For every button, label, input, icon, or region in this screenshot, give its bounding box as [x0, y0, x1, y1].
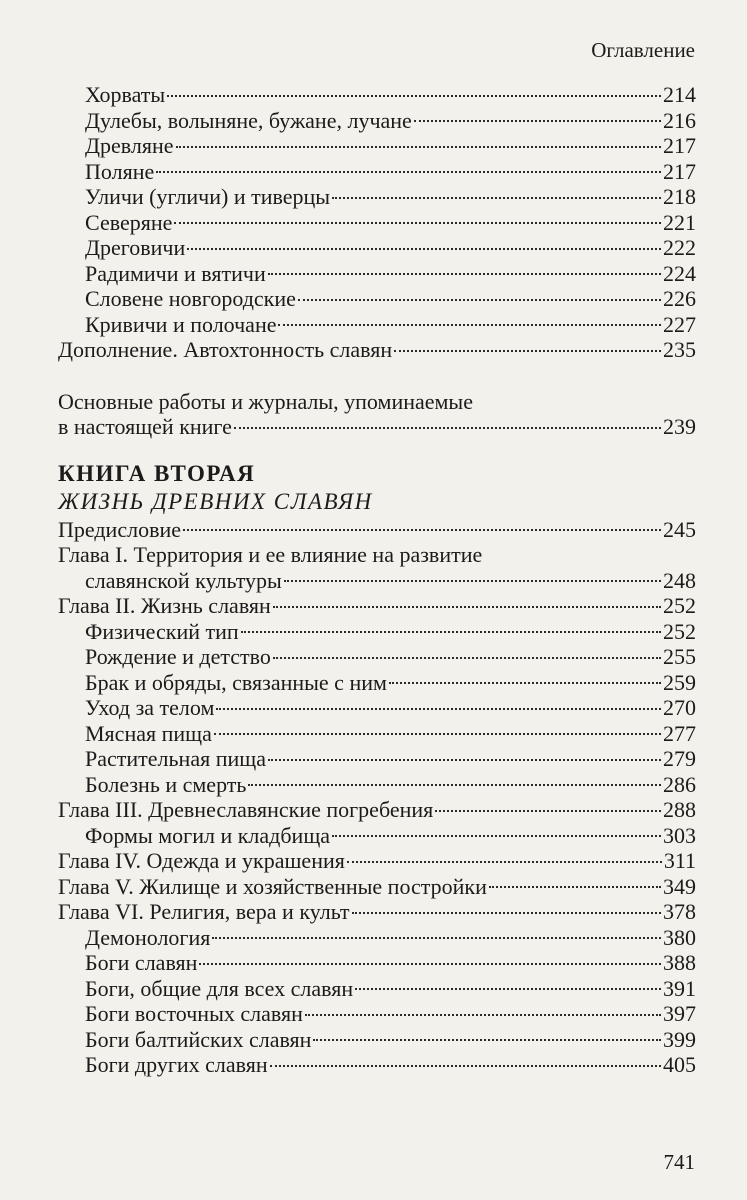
toc-entry [58, 899, 696, 925]
running-head: Оглавление [591, 38, 695, 62]
toc-entry-label: Боги восточных славян [85, 1001, 303, 1026]
toc-entry-preface [58, 517, 696, 543]
toc-page-number: 255 [663, 644, 696, 669]
leader-dots [212, 937, 661, 939]
leader-dots [167, 95, 661, 97]
toc-entry [58, 210, 696, 236]
toc-entry-chapter1 [58, 568, 696, 594]
toc-entry [58, 644, 696, 670]
toc-entry-chapter1-line1 [58, 542, 696, 568]
toc-page-number: 252 [663, 618, 696, 644]
book-subtitle: ЖИЗНЬ ДРЕВНИХ СЛАВЯН [58, 488, 373, 514]
spacer [58, 363, 696, 389]
toc-entry [58, 286, 696, 312]
toc-entry-label: Глава III. Древнеславянские погребения [58, 797, 434, 822]
toc-page-number: 226 [663, 286, 696, 311]
toc-entry-label: Дополнение. Автохтонность славян [58, 337, 393, 362]
toc-entry-label: Уличи (угличи) и тиверцы [85, 184, 331, 209]
leader-dots [435, 810, 661, 812]
toc-page-number: 227 [663, 311, 696, 337]
toc-page-number: 311 [663, 848, 696, 873]
toc-group-chapters [58, 593, 696, 1078]
leader-dots [332, 197, 661, 199]
toc-entry-label: Глава IV. Одежда и украшения [58, 848, 345, 873]
toc-entry-label: Поляне [85, 158, 155, 184]
toc-page-number: 391 [663, 975, 696, 1001]
toc-entry-label: Демонология [85, 924, 211, 950]
toc-entry [58, 721, 696, 747]
leader-dots [394, 350, 661, 352]
toc-entry [58, 874, 696, 900]
toc-entry-label: Глава I. Территория и ее влияние на развитие [58, 542, 483, 567]
toc-entry-label: Боги других славян [85, 1052, 268, 1077]
toc-page-number: 221 [663, 209, 696, 235]
toc-entry [58, 82, 696, 108]
toc-entry [58, 925, 696, 951]
toc-entry-label: Хорваты [85, 82, 166, 107]
toc-entry-label: Дулебы, волыняне, бужане, лучане [85, 107, 412, 133]
toc-entry-label: Боги, общие для всех славян [85, 975, 354, 1001]
toc-entry [58, 619, 696, 645]
toc-entry-label: в настоящей книге [58, 414, 232, 439]
leader-dots [183, 529, 661, 531]
leader-dots [298, 299, 661, 301]
toc-entry [58, 1001, 696, 1027]
toc-entry-label: Дреговичи [85, 235, 186, 260]
toc-page-number: 252 [663, 593, 696, 618]
leader-dots [273, 606, 661, 608]
leader-dots [389, 682, 661, 684]
leader-dots [355, 988, 661, 990]
toc-entry [58, 1052, 696, 1078]
leader-dots [278, 324, 661, 326]
toc-entry [58, 108, 696, 134]
toc-entry-label: славянской культуры [85, 567, 282, 593]
leader-dots [489, 886, 661, 888]
toc-entry-label: Предисловие [58, 516, 181, 542]
toc-entry [58, 261, 696, 287]
leader-dots [270, 1065, 661, 1067]
book-title: КНИГА ВТОРАЯ [58, 460, 256, 486]
toc-page-number: 349 [663, 873, 696, 899]
leader-dots [156, 171, 661, 173]
toc-page-number: 399 [663, 1026, 696, 1052]
toc-entry-label: Глава II. Жизнь славян [58, 593, 271, 618]
toc-entry [58, 848, 696, 874]
toc-page-number: 279 [663, 746, 696, 771]
toc-entry-label: Формы могил и кладбища [85, 822, 331, 848]
toc-page-number: 214 [663, 82, 696, 107]
toc-entry [58, 950, 696, 976]
toc-entry-label: Брак и обряды, связанные с ним [85, 669, 387, 695]
toc-entry-label: Глава VI. Религия, вера и культ [58, 899, 350, 924]
toc-entry [58, 670, 696, 696]
leader-dots [214, 733, 661, 735]
toc-entry-label: Уход за телом [85, 695, 215, 720]
toc-entry-label: Болезнь и смерть [85, 771, 247, 797]
toc-page-number: 270 [663, 695, 696, 720]
toc-page-number: 239 [663, 414, 696, 439]
toc-entry-label: Рождение и детство [85, 644, 271, 669]
toc-page-number: 286 [663, 771, 696, 797]
leader-dots [347, 861, 662, 863]
toc-page-number: 388 [663, 950, 696, 975]
toc-entry-label: Боги балтийских славян [85, 1026, 312, 1052]
toc-entry-works [58, 414, 696, 440]
toc-entry [58, 312, 696, 338]
toc-page-number: 397 [663, 1001, 696, 1026]
leader-dots [352, 912, 661, 914]
toc-page-number: 248 [663, 567, 696, 593]
toc-entry [58, 976, 696, 1002]
toc-entry-label: Физический тип [85, 618, 239, 644]
toc-page-number: 222 [663, 235, 696, 260]
toc-entry-label: Растительная пища [85, 746, 266, 771]
toc-page-number: 303 [663, 822, 696, 848]
leader-dots [305, 1014, 661, 1016]
leader-dots [268, 759, 661, 761]
toc-page-number: 245 [663, 516, 696, 542]
toc-page-number: 378 [663, 899, 696, 924]
leader-dots [241, 631, 661, 633]
toc-page-number: 217 [663, 158, 696, 184]
toc-entry [58, 746, 696, 772]
leader-dots [216, 708, 661, 710]
toc-entry-works-line1 [58, 389, 696, 415]
toc-entry [58, 593, 696, 619]
leader-dots [268, 273, 661, 275]
toc-page-number: 235 [663, 337, 696, 362]
toc-entry [58, 695, 696, 721]
toc-page-number: 224 [663, 260, 696, 286]
toc-entry-label: Северяне [85, 209, 173, 235]
page-number: 741 [663, 1150, 695, 1174]
toc-entry [58, 133, 696, 159]
toc-page-number: 288 [663, 797, 696, 822]
toc-entry-label: Радимичи и вятичи [85, 260, 266, 286]
leader-dots [187, 248, 661, 250]
toc-entry [58, 159, 696, 185]
leader-dots [284, 580, 661, 582]
leader-dots [234, 427, 661, 429]
toc-entry-label: Мясная пища [85, 720, 212, 746]
leader-dots [273, 657, 661, 659]
toc-page-number: 217 [663, 133, 696, 158]
toc-page-number: 277 [663, 720, 696, 746]
toc-entry-label: Глава V. Жилище и хозяйственные постройки [58, 873, 487, 899]
toc-entry [58, 772, 696, 798]
toc-entry-label: Основные работы и журналы, упоминаемые [58, 388, 473, 414]
toc-entry [58, 235, 696, 261]
leader-dots [248, 784, 661, 786]
toc-page-number: 380 [663, 924, 696, 950]
leader-dots [332, 835, 661, 837]
toc-entry [58, 337, 696, 363]
toc-entry [58, 184, 696, 210]
leader-dots [313, 1039, 661, 1041]
leader-dots [176, 146, 661, 148]
toc-page-number: 259 [663, 669, 696, 695]
toc-page-number: 216 [663, 107, 696, 133]
leader-dots [174, 222, 661, 224]
toc-entry [58, 797, 696, 823]
table-of-contents [58, 82, 696, 1078]
toc-entry [58, 1027, 696, 1053]
toc-group-tribes [58, 82, 696, 363]
spacer [58, 440, 696, 460]
toc-page-number: 218 [663, 184, 696, 209]
toc-entry [58, 823, 696, 849]
toc-page-number: 405 [663, 1052, 696, 1077]
toc-entry-label: Боги славян [85, 950, 198, 975]
toc-entry-label: Словене новгородские [85, 286, 296, 311]
toc-entry-label: Кривичи и полочане [85, 311, 277, 337]
leader-dots [199, 963, 661, 965]
toc-entry-label: Древляне [85, 133, 174, 158]
leader-dots [414, 120, 661, 122]
